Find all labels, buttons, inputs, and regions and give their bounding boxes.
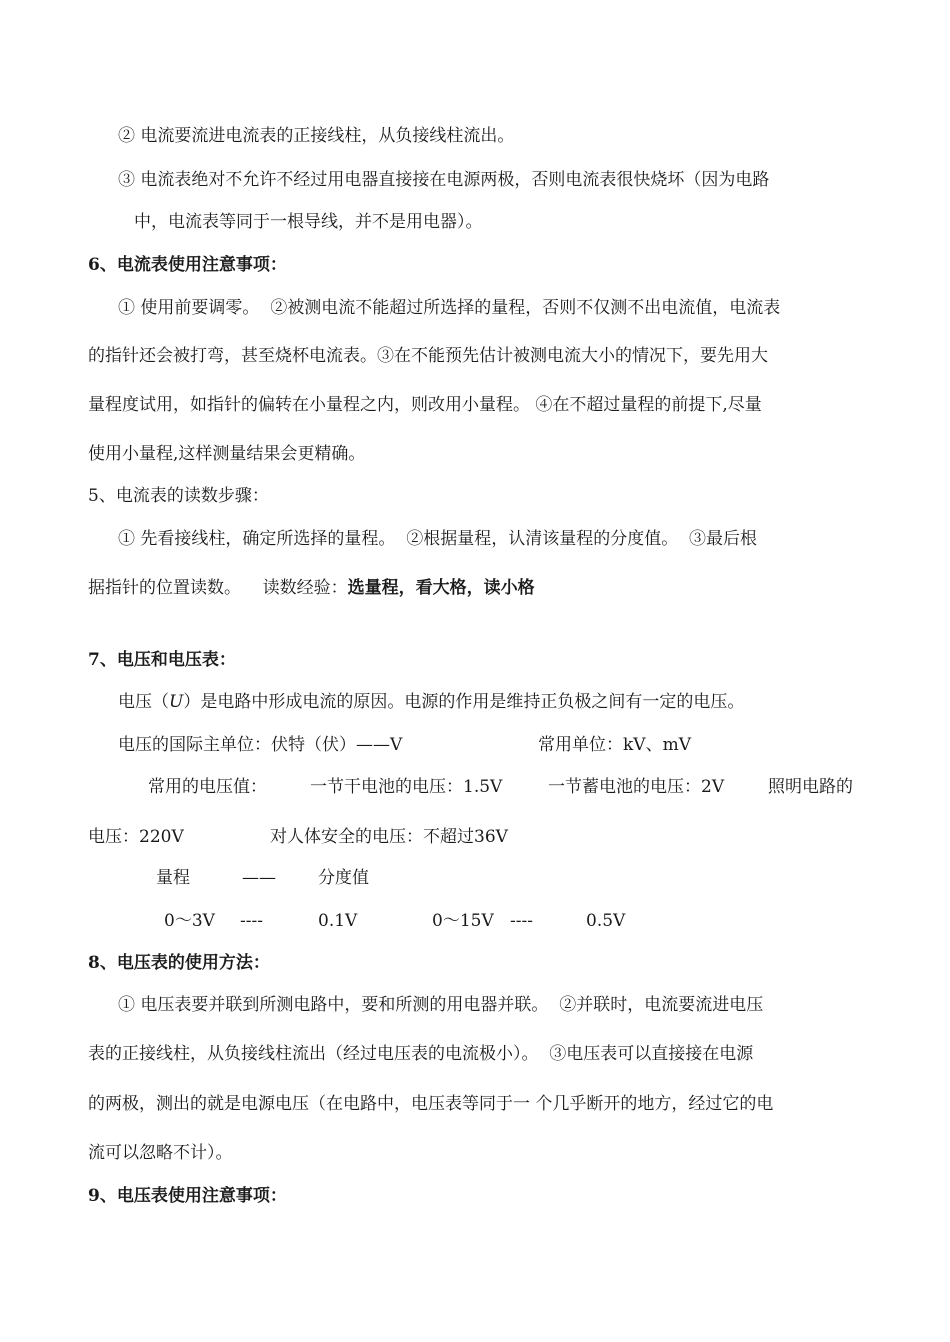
- dry-cell-voltage: 一节干电池的电压：1.5V: [310, 777, 503, 797]
- common-voltages-label: 常用的电压值：: [148, 777, 267, 797]
- line-ammeter-warning-cont: 中，电流表等同于一根导线，并不是用电器）。: [134, 212, 483, 232]
- range-small: 0～3V: [164, 911, 215, 931]
- division-header: 分度值: [318, 868, 369, 888]
- para-ammeter-precautions-4: 使用小量程,这样测量结果会更精确。: [88, 444, 366, 464]
- range-header: 量程: [156, 868, 190, 888]
- para-ammeter-precautions-2: 的指针还会被打弯，甚至烧杯电流表。③在不能预先估计被测电流大小的情况下，要先用大: [88, 346, 768, 366]
- lighting-circuit-voltage: 电压：220V: [88, 827, 184, 847]
- para-ammeter-reading-1: ① 先看接线柱，确定所选择的量程。 ②根据量程，认清该量程的分度值。 ③最后根: [118, 529, 758, 549]
- heading-voltmeter-precautions: 9、电压表使用注意事项：: [88, 1186, 287, 1206]
- heading-voltage: 7、电压和电压表：: [88, 650, 236, 670]
- lead-cell-voltage: 一节蓄电池的电压：2V: [548, 777, 725, 797]
- voltage-def-prefix: 电压（: [118, 692, 169, 712]
- safe-voltage: 对人体安全的电压：不超过36V: [270, 827, 508, 847]
- para-voltage-definition: [118, 690, 744, 714]
- para-voltmeter-usage-1: ① 电压表要并联到所测电路中，要和所测的用电器并联。 ②并联时，电流要流进电压: [118, 995, 764, 1015]
- division-small: 0.1V: [318, 911, 358, 931]
- heading-voltmeter-usage: 8、电压表的使用方法：: [88, 953, 270, 973]
- heading-ammeter-reading: 5、电流表的读数步骤：: [88, 486, 269, 506]
- line-current-in-out: ② 电流要流进电流表的正接线柱，从负接线柱流出。: [118, 126, 515, 146]
- reading-steps-text: 据指针的位置读数。 读数经验：: [88, 578, 348, 598]
- common-units-text: 常用单位：kV、mV: [538, 735, 691, 755]
- line-ammeter-warning: ③ 电流表绝对不允许不经过用电器直接接在电源两极，否则电流表很快烧坏（因为电路: [118, 170, 770, 190]
- range-small-dash: ----: [240, 911, 263, 931]
- range-large-dash: ----: [510, 911, 533, 931]
- range-header-dash: ——: [242, 868, 276, 888]
- lighting-circuit-label: 照明电路的: [768, 777, 853, 797]
- reading-tip: 选量程，看大格，读小格: [347, 578, 535, 598]
- para-voltmeter-usage-4: 流可以忽略不计）。: [88, 1143, 233, 1163]
- para-ammeter-precautions-3: 量程度试用，如指针的偏转在小量程之内，则改用小量程。 ④在不超过量程的前提下,尽量: [88, 395, 762, 415]
- voltage-symbol: U: [169, 692, 184, 712]
- si-unit-text: 电压的国际主单位：伏特（伏）——V: [118, 735, 403, 755]
- para-ammeter-precautions-1: ① 使用前要调零。 ②被测电流不能超过所选择的量程，否则不仅测不出电流值，电流表: [118, 298, 781, 318]
- voltage-def-text: ）是电路中形成电流的原因。电源的作用是维持正负极之间有一定的电压。: [183, 692, 745, 712]
- division-large: 0.5V: [586, 911, 626, 931]
- range-large: 0～15V: [432, 911, 494, 931]
- para-voltmeter-usage-3: 的两极，测出的就是电源电压（在电路中，电压表等同于一 个几乎断开的地方，经过它的电: [88, 1094, 774, 1114]
- para-voltmeter-usage-2: 表的正接线柱，从负接线柱流出（经过电压表的电流极小）。 ③电压表可以直接接在电源: [88, 1044, 754, 1064]
- para-ammeter-reading-2: [88, 576, 535, 600]
- heading-ammeter-precautions: 6、电流表使用注意事项：: [88, 255, 287, 275]
